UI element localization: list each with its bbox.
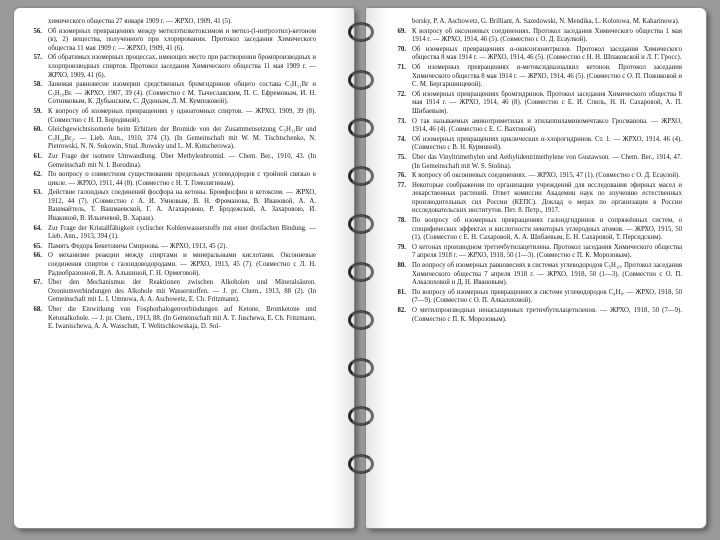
spiral-ring bbox=[348, 310, 374, 330]
entry-text: Об изомерных превращениях α-окисоизонитрилов. Протокол заседания Химического общества 8 мая 1914 г. — ЖРХО, 1914, 46 (5). (Совместно с Н. Н. Шпаковской и Л. Г. Гросс). bbox=[412, 45, 682, 62]
bibliography-entry bbox=[26, 189, 316, 223]
bibliography-entry bbox=[26, 108, 316, 125]
left-column bbox=[26, 18, 316, 333]
entry-text: Über das Vinyltrimethylen und Aethylidentrimethylene von Gustawson. — Chem. Ber., 1914, 47. (In Gemeinschaft mit W. S. Stolina). bbox=[412, 153, 682, 170]
bibliography-entry bbox=[390, 244, 682, 261]
entry-text: Об изомерных превращениях между метилэтилкетоксимом и метил-(l-нитроэтил)-кетоном (в), 2) вещества, полученного при хлорировании. Протокол заседания Химического общества 11 мая 1909 г. — ЖРХО, 1909, 41 (6). bbox=[48, 27, 316, 52]
entry-text: К вопросу об оксониевых соединениях. Протокол заседания Химического общества 1 мая 1914 г. — ЖРХО, 1914, 46 (5). (Совместно с О. Д. Есаулкой). bbox=[412, 27, 682, 44]
entry-number: 69. bbox=[397, 27, 406, 35]
entry-text: Память Федора Бекетовича Смирнова. — ЖРХО, 1913, 45 (2). bbox=[48, 242, 228, 250]
bibliography-entry bbox=[26, 252, 316, 278]
bibliography-entry bbox=[26, 279, 316, 305]
spiral-ring bbox=[348, 118, 374, 138]
bibliography-entry bbox=[26, 171, 316, 188]
entry-number: 56. bbox=[33, 27, 42, 35]
entry-number: 74. bbox=[397, 135, 406, 143]
entry-text: О метилпроизводных ненасыщенных третичбутилацетиленов. — ЖРХО, 1918, 50 (7—9). (Совместно с П. К. Морозовым). bbox=[412, 307, 682, 323]
bibliography-entry bbox=[390, 28, 682, 45]
entry-number: 68. bbox=[33, 306, 42, 313]
entry-text: По вопросу об изомерных превращениях галоидгидринов и сопряжённых систем, о специфических эффектах и кислотности некоторых углеродных атомов. — ЖРХО, 1915, 50 (1). (Совместно с Е. Н. Сахаровой, А. А. Шибаевым, Е. Н. Сахаровой, Т. Персидским). bbox=[412, 217, 682, 242]
bibliography-entry bbox=[390, 262, 682, 288]
bibliography-entry bbox=[390, 64, 682, 90]
spiral-ring bbox=[348, 406, 374, 426]
right-page bbox=[366, 8, 706, 528]
bibliography-entry bbox=[390, 118, 682, 135]
entry-number: 67. bbox=[33, 279, 42, 287]
spiral-ring bbox=[348, 70, 374, 90]
left-page bbox=[14, 8, 354, 528]
entry-text: Занимая равновесие изомерии средственных бромгидринов общего состава C₅H₁₁Br и C₅H₁₀Br. — ЖРХО, 1907, 39 (4). (Совместно с М. Тычеславским, П. С. Ефремовым, И. Н. Сотниковым, К. Дубынским, С. Дудиным, Л. М. Кумпоковой). bbox=[48, 81, 316, 106]
spiral-ring bbox=[348, 214, 374, 234]
bibliography-entry bbox=[390, 182, 682, 216]
entry-number: 64. bbox=[33, 224, 42, 232]
entry-text: Об изомерных превращениях бромгидринов. Протокол заседания Химического общества 8 мая 1914 г. — ЖРХО, 1914, 46 (8). (Совместно с Е. И. Спиль, Н. Н. Сахаровой, А. П. Шибаевым). bbox=[412, 90, 682, 115]
entry-number: 70. bbox=[397, 45, 406, 53]
entry-text: Об изомерных превращениях циклических α-хлорогидринов. Ст. 1. — ЖРХО, 1914, 46 (4). (Совместно с В. Н. Курминой). bbox=[412, 135, 682, 152]
entry-text: Действие галоидных соединений фосфора на кетоны. Бромфосфин и кетоксим. — ЖРХО, 1912, 44 (7). (Совместно с А. И. Умновым, В. Н. Фроманова, В. Ивановой, А. А. Вашмайтель, Т. Вашмаевской, Г. А. Агахаровою, Р. Бродежской, А. Захаровою, И. Ивакиной, В. Ильичевой, В. Хараш). bbox=[48, 189, 316, 223]
bibliography-entry bbox=[390, 154, 682, 171]
bibliography-entry bbox=[26, 28, 316, 54]
entry-text: Об обратимых изомерных процессах, имеющих место при растворении бромпроизводных и хлорпроизводных спиртов. Протокол заседания Химического общества 11 мая 1909 г. — ЖРХО, 1909, 41 (6). bbox=[48, 54, 316, 79]
bibliography-entry bbox=[26, 81, 316, 107]
entry-text: Über die Einwirkung von Fosphorhalogenverbindungen auf Ketone, Bromketone und Ketonalkohole. — J. pr. Chem., 1913, 88. (In Gemeinschaft mit A. T. Juschewa, E. Ch. Fritzmann, E. Iwanischewa, A. A. Wasschutt, T. Welitschkowskaja, D. Sol- bbox=[48, 306, 316, 331]
left-entries bbox=[26, 28, 316, 332]
entry-text: О так называемых аминотриметилах и этилаппиламиномечтаксо Гросманова. — ЖРХО, 1914, 46 (4). (Совместно с Е. С. Вахтиной). bbox=[412, 117, 682, 134]
right-entries bbox=[390, 28, 682, 325]
entry-number: 71. bbox=[397, 63, 406, 71]
spiral-ring bbox=[348, 454, 374, 474]
bibliography-entry bbox=[390, 136, 682, 153]
entry-number: 72. bbox=[397, 90, 406, 98]
entry-number: 78. bbox=[397, 217, 406, 225]
entry-number: 82. bbox=[397, 307, 406, 314]
entry-number: 77. bbox=[397, 181, 406, 189]
bibliography-entry bbox=[390, 289, 682, 306]
entry-number: 75. bbox=[397, 153, 406, 161]
bibliography-entry bbox=[390, 172, 682, 181]
entry-text: О механизме реакции между спиртами и минеральными кислотами. Оксониевые соединения спиртов с галоидоводородами. — ЖРХО, 1913, 45 (7). (Совместно с Л. Н. Радиобразонной, В. А. Альшиной, Г. Н. Ормеговой). bbox=[48, 252, 316, 277]
right-column bbox=[390, 18, 682, 325]
bibliography-entry bbox=[390, 217, 682, 243]
entry-number: 63. bbox=[33, 189, 42, 197]
bibliography-entry bbox=[390, 46, 682, 63]
spiral-binding bbox=[344, 22, 376, 512]
spiral-ring bbox=[348, 166, 374, 186]
entry-number: 80. bbox=[397, 262, 406, 270]
bibliography-entry bbox=[390, 91, 682, 117]
spiral-ring bbox=[348, 262, 374, 282]
right-continuation: borsky, P. A. Aschowetz, G. Brilliant, A. Sazedowski, N. Mendika, L. Kolotowa, M. Kaharinowa). bbox=[412, 18, 680, 25]
entry-number: 58. bbox=[33, 81, 42, 89]
spiral-ring bbox=[348, 358, 374, 378]
entry-text: По вопросу об изомерных превращениях в системе углеводородов C₄H₈. — ЖРХО, 1918, 50 (7—9). (Совместно с О. П. Алкалоховой). bbox=[412, 288, 682, 305]
entry-number: 61. bbox=[33, 152, 42, 160]
entry-number: 73. bbox=[397, 117, 406, 125]
left-continuation: химического общества 27 января 1909 г. — ЖРХО, 1909, 41 (5). bbox=[48, 18, 232, 25]
entry-number: 79. bbox=[397, 243, 406, 251]
spiral-ring bbox=[348, 22, 374, 42]
bibliography-entry bbox=[26, 54, 316, 80]
entry-text: О кетонах производном третичбутилацетилена. Протокол заседания Химического общества 7 апреля 1918 г. — ЖРХО, 1918, 50 (1—3). (Совместно с П. К. Морозовым). bbox=[412, 243, 682, 260]
entry-text: Zur Frage der Kristallfähigkeit cyclischer Kohlenwasserstoffe mit einer dreifachen Bindung. — Lieb. Ann., 1913, 394 (1). bbox=[48, 224, 316, 241]
entry-number: 81. bbox=[397, 288, 406, 296]
bibliography-entry bbox=[26, 306, 316, 332]
entry-number: 66. bbox=[33, 252, 42, 260]
entry-text: Некоторые соображения по организации учреждений для исследования эфирных масел и лекарственных растений. Ответ комиссии Академии наук по изучению естественных производительных сил России (КЕПС). Доклад о мерах по организации в России исследовательских институтов. Пет. 8. Петр., 1917. bbox=[412, 181, 682, 215]
entry-text: Zur Frage der isomere Umwandlung. Über Methylenbromid. — Chem. Ber., 1910, 43. (In Gemeinschaft mit N. I. Borodina). bbox=[48, 152, 316, 169]
bibliography-entry bbox=[390, 307, 682, 324]
entry-text: Über den Mechanismus der Reaktionen zwischen Alkoholen und Mineralsäuren. Oxoniumverbindungen des Alkohole mit Wasserstoffen. — J. pr. Chem., 1913, 88 (2). (In Gemeinschaft mit L. I. Umnowa, A. A. Aschowetz, E. Ch. Fritzmann). bbox=[48, 279, 316, 304]
entry-number: 76. bbox=[397, 172, 406, 180]
entry-text: По вопросу о совместном существовании предельных углеводородов с тройной связью в цикле. — ЖРХО, 1911, 44 (8). (Совместно с Н. Т. Гомолягиным). bbox=[48, 171, 316, 187]
entry-number: 65. bbox=[33, 242, 42, 250]
entry-text: Gleichgewichtsisomerie beim Erhitzen der Bromide von der Zusammensetzung C₅H₁₁Br und C₅H₁₀Br₂. — Lieb. Ann., 1910, 374 (3). (In Gemeinschaft mit W. M. Tischtschenko, N. Pietrowski, N. N. Sokowin, Stud. Jhowsky und L. M. Kutscherowa). bbox=[48, 126, 316, 151]
bibliography-entry bbox=[26, 225, 316, 242]
bibliography-entry bbox=[26, 126, 316, 152]
entry-text: К вопросу об изомерных превращениях у одноатомных спиртов. — ЖРХО, 1909, 39 (8). (Совместно с Н. П. Бородиной). bbox=[48, 107, 316, 124]
entry-text: По вопросу об изомерных равновесиях в системах углеводородов C₅H₁₀. Протокол заседания Химического общества 7 апреля 1918 г. — ЖРХО, 1918, 50 (1—3). (Совместно с О. П. Алкалоховой и Д. Н. Ивановым). bbox=[412, 262, 682, 287]
entry-number: 60. bbox=[33, 126, 42, 134]
entry-number: 62. bbox=[33, 171, 42, 179]
entry-number: 59. bbox=[33, 107, 42, 115]
bibliography-entry bbox=[26, 243, 316, 252]
entry-text: Об изомерных превращениях α-метоксидиазоалкил кетонов. Протокол заседания Химического общества 8 мая 1914 г. — ЖРХО, 1914, 46 (5). (Совместно с О. П. Пожиковой и С. М. Бергаршинцевой). bbox=[412, 63, 682, 89]
entry-number: 57. bbox=[33, 54, 42, 62]
bibliography-entry bbox=[26, 153, 316, 170]
entry-text: К вопросу об оксониевых соединениях. — ЖРХО, 1915, 47 (1). (Совместно с О. Д. Есаулой). bbox=[412, 172, 680, 180]
